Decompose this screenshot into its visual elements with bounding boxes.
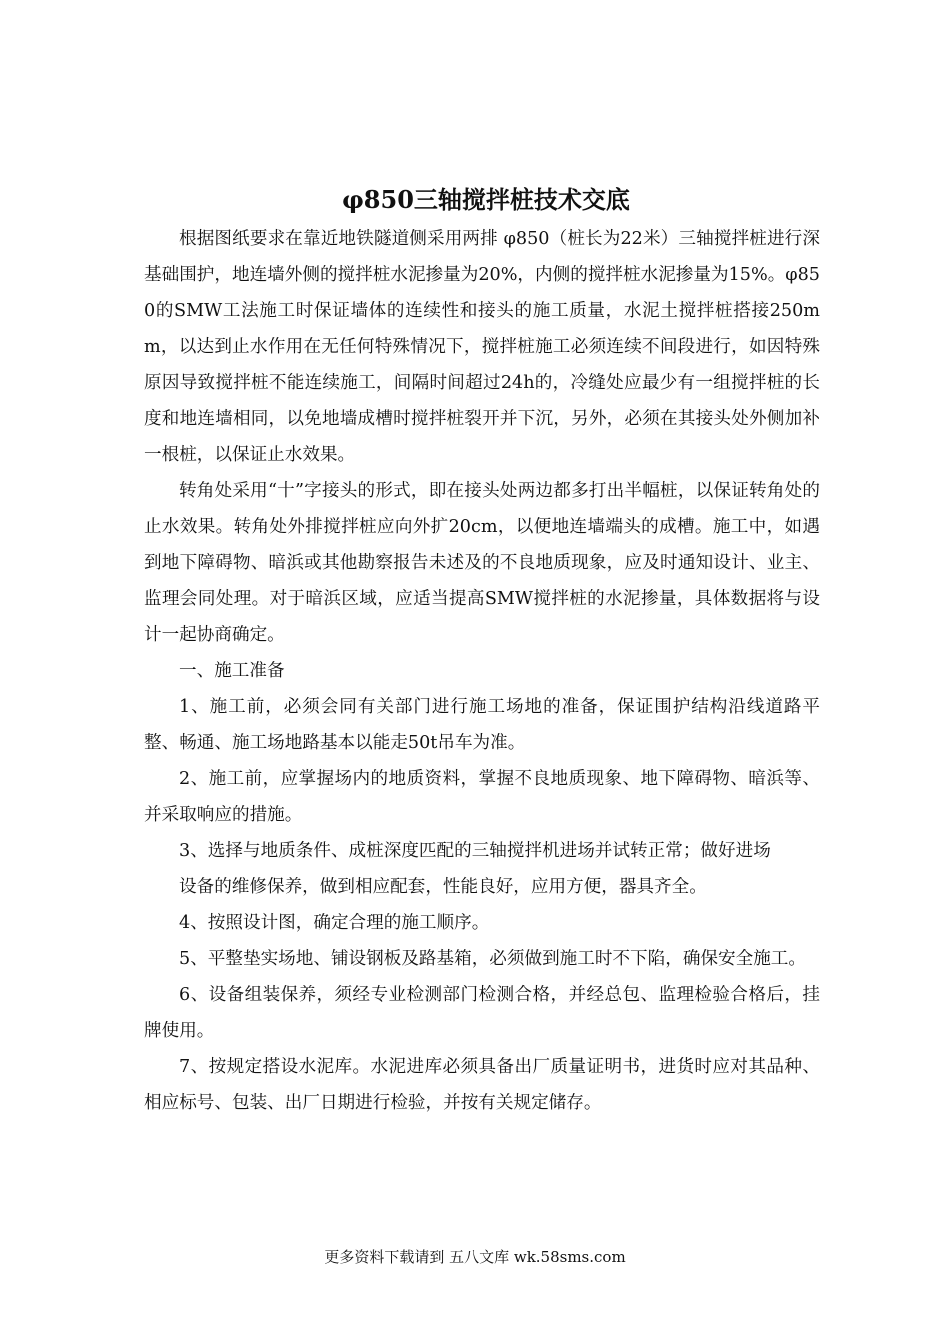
page-footer: 更多资料下载请到 五八文库 wk.58sms.com	[324, 1248, 626, 1266]
list-item-6: 6、设备组装保养，须经专业检测部门检测合格，并经总包、监理检验合格后，挂牌使用。	[144, 985, 820, 1041]
list-item-3: 3、选择与地质条件、成桩深度匹配的三轴搅拌机进场并试转正常；做好进场	[179, 841, 771, 861]
list-item-7: 7、按规定搭设水泥库。水泥进库必须具备出厂质量证明书，进货时应对其品种、相应标号、包装、出厂日期进行检验，并按有关规定储存。	[144, 1057, 820, 1113]
paragraph-intro: 根据图纸要求在靠近地铁隧道侧采用两排 φ850（桩长为22米）三轴搅拌桩进行深基础围护，地连墙外侧的搅拌桩水泥掺量为20%，内侧的搅拌桩水泥掺量为15%。φ850的SMW工法施工时保证墙体的连续性和接头的施工质量，水泥土搅拌桩搭接250mm，以达到止水作用在无任何特殊情况下，搅拌桩施工必须连续不间段进行，如因特殊原因导致搅拌桩不能连续施工，间隔时间超过24h的，冷缝处应最少有一组搅拌桩的长度和地连墙相同，以免地墙成槽时搅拌桩裂开并下沉，另外，必须在其接头处外侧加补一根桩，以保证止水效果。	[144, 229, 820, 465]
list-item-5: 5、平整垫实场地、铺设钢板及路基箱，必须做到施工时不下陷，确保安全施工。	[179, 949, 806, 969]
document-title: φ850三轴搅拌桩技术交底	[342, 185, 630, 214]
list-item-3-continued: 设备的维修保养，做到相应配套，性能良好，应用方便，器具齐全。	[179, 877, 707, 897]
document-body	[144, 183, 820, 1121]
list-item-2: 2、施工前，应掌握场内的地质资料，掌握不良地质现象、地下障碍物、暗浜等、并采取响应的措施。	[144, 769, 820, 825]
list-item-4: 4、按照设计图，确定合理的施工顺序。	[179, 913, 490, 933]
section-heading-preparation: 一、施工准备	[179, 661, 285, 681]
paragraph-corner-joint: 转角处采用“十”字接头的形式，即在接头处两边都多打出半幅桩，以保证转角处的止水效果。转角处外排搅拌桩应向外扩20cm，以便地连墙端头的成槽。施工中，如遇到地下障碍物、暗浜或其他勘察报告未述及的不良地质现象，应及时通知设计、业主、监理会同处理。对于暗浜区域，应适当提高SMW搅拌桩的水泥掺量，具体数据将与设计一起协商确定。	[144, 481, 820, 645]
list-item-1: 1、施工前，必须会同有关部门进行施工场地的准备，保证围护结构沿线道路平整、畅通、施工场地路基本以能走50t吊车为准。	[144, 697, 820, 753]
